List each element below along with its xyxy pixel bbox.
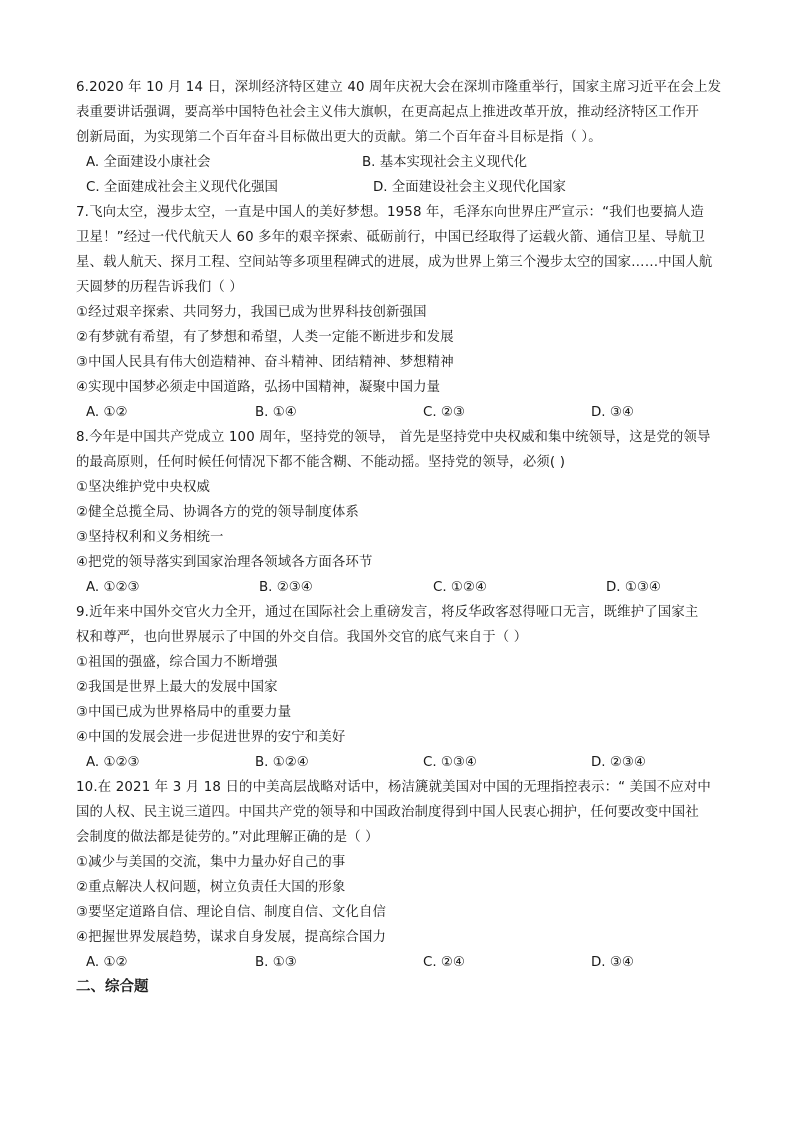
option-c: C. ②③ xyxy=(423,405,465,420)
question-9 xyxy=(76,600,719,775)
statement-item: ①祖国的强盛，综合国力不断增强 xyxy=(76,655,278,670)
question-text-line: 的最高原则，任何时候任何情况下都不能含糊、不能动摇。坚持党的领导，必须( ) xyxy=(76,455,566,470)
question-text-line: 6.2020 年 10 月 14 日，深圳经济特区建立 40 周年庆祝大会在深圳市隆重举行，国家主席习近平在会上发 xyxy=(76,80,722,95)
statement-item: ③中国已成为世界格局中的重要力量 xyxy=(76,705,292,720)
question-text-line: 国的人权、民主说三道四。中国共产党的领导和中国政治制度得到中国人民衷心拥护，任何要改变中国社 xyxy=(76,805,699,820)
option-row xyxy=(76,575,719,600)
option-c: C. 全面建成社会主义现代化强国 xyxy=(86,180,278,195)
option-row xyxy=(76,400,719,425)
option-b: B. ①③ xyxy=(255,955,297,970)
question-text-line: 9.近年来中国外交官火力全开，通过在国际社会上重磅发言，将反华政客怼得哑口无言，既维护了国家主 xyxy=(76,605,699,620)
statement-item: ④实现中国梦必须走中国道路，弘扬中国精神，凝聚中国力量 xyxy=(76,380,441,395)
question-text-line: 8.今年是中国共产党成立 100 周年，坚持党的领导， 首先是坚持党中央权威和集中统领导，这是党的领导 xyxy=(76,430,711,445)
option-a: A. ①② xyxy=(86,405,128,420)
option-d: D. ①③④ xyxy=(606,580,661,595)
option-b: B. ②③④ xyxy=(259,580,313,595)
question-8 xyxy=(76,425,719,600)
question-text-line: 天圆梦的历程告诉我们（ ） xyxy=(76,280,243,295)
section-title: 二、综合题 xyxy=(76,979,149,995)
question-text-line: 创新局面，为实现第二个百年奋斗目标做出更大的贡献。第二个百年奋斗目标是指（ ）。 xyxy=(76,130,602,145)
option-d: D. 全面建设社会主义现代化国家 xyxy=(373,180,566,195)
option-row xyxy=(76,750,719,775)
statement-item: ②有梦就有希望，有了梦想和希望，人类一定能不断进步和发展 xyxy=(76,330,454,345)
statement-item: ④把党的领导落实到国家治理各领域各方面各环节 xyxy=(76,555,373,570)
question-text-line: 星、载人航天、探月工程、空间站等多项里程碑式的进展，成为世界上第三个漫步太空的国家……中国人航 xyxy=(76,255,713,270)
question-text-line: 10.在 2021 年 3 月 18 日的中美高层战略对话中，杨洁篪就美国对中国的无理指控表示：“ 美国不应对中 xyxy=(76,780,711,795)
question-text-line: 会制度的做法都是徒劳的。”对此理解正确的是（ ） xyxy=(76,830,379,845)
statement-item: ②健全总揽全局、协调各方的党的领导制度体系 xyxy=(76,505,359,520)
option-c: C. ①②④ xyxy=(433,580,487,595)
statement-item: ③中国人民具有伟大创造精神、奋斗精神、团结精神、梦想精神 xyxy=(76,355,454,370)
question-text-line: 表重要讲话强调，要高举中国特色社会主义伟大旗帜，在更高起点上推进改革开放，推动经济特区工作开 xyxy=(76,105,699,120)
statement-item: ③坚持权利和义务相统一 xyxy=(76,530,224,545)
statement-item: ②我国是世界上最大的发展中国家 xyxy=(76,680,278,695)
statement-item: ②重点解决人权问题，树立负责任大国的形象 xyxy=(76,880,346,895)
question-6 xyxy=(76,75,722,200)
statement-item: ①减少与美国的交流，集中力量办好自己的事 xyxy=(76,855,346,870)
option-a: A. ①②③ xyxy=(86,755,140,770)
option-a: A. 全面建设小康社会 xyxy=(86,155,211,170)
statement-item: ③要坚定道路自信、理论自信、制度自信、文化自信 xyxy=(76,905,387,920)
statement-item: ①坚决维护党中央权威 xyxy=(76,480,211,495)
option-a: A. ①② xyxy=(86,955,128,970)
option-row xyxy=(76,175,719,200)
option-c: C. ①③④ xyxy=(423,755,477,770)
statement-item: ④中国的发展会进一步促进世界的安宁和美好 xyxy=(76,730,346,745)
question-7 xyxy=(76,200,719,425)
question-text-line: 权和尊严，也向世界展示了中国的外交自信。我国外交官的底气来自于（ ） xyxy=(76,630,528,645)
option-a: A. ①②③ xyxy=(86,580,140,595)
option-row xyxy=(76,150,719,175)
option-d: D. ③④ xyxy=(591,405,634,420)
option-d: D. ②③④ xyxy=(591,755,646,770)
option-b: B. ①④ xyxy=(255,405,297,420)
question-text-line: 卫星！”经过一代代航天人 60 多年的艰辛探索、砥砺前行，中国已经取得了运载火箭、通信卫星、导航卫 xyxy=(76,230,706,245)
statement-item: ①经过艰辛探索、共同努力，我国已成为世界科技创新强国 xyxy=(76,305,427,320)
option-c: C. ②④ xyxy=(423,955,465,970)
question-text-line: 7.飞向太空，漫步太空，一直是中国人的美好梦想。1958 年，毛泽东向世界庄严宣示：“我们也要搞人造 xyxy=(76,205,704,220)
option-b: B. 基本实现社会主义现代化 xyxy=(362,155,527,170)
question-10 xyxy=(76,775,719,975)
option-row xyxy=(76,950,719,975)
statement-item: ④把握世界发展趋势，谋求自身发展，提高综合国力 xyxy=(76,930,387,945)
option-d: D. ③④ xyxy=(591,955,634,970)
option-b: B. ①②④ xyxy=(255,755,309,770)
